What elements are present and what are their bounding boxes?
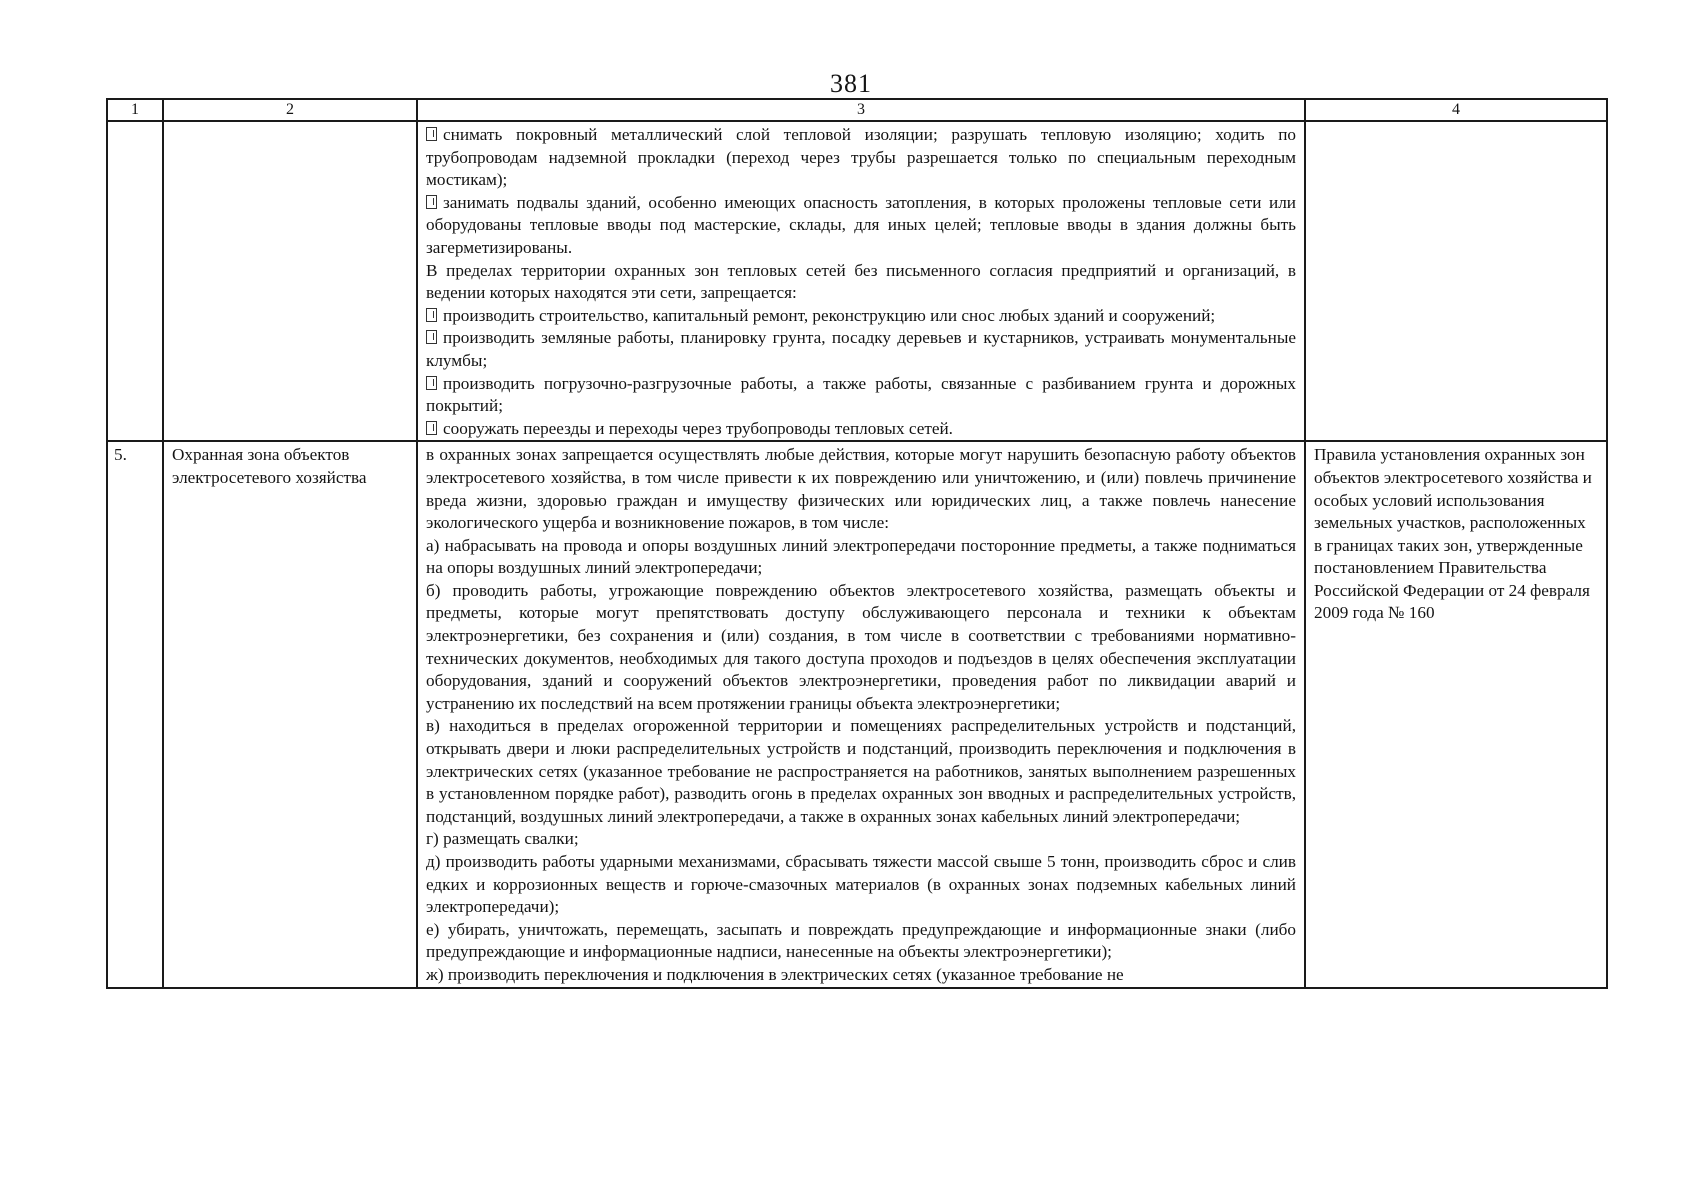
restriction-item-e: е) убирать, уничтожать, перемещать, засыпать и повреждать предупреждающие и информационные знаки (либо предупреждающие и информационные надписи, нанесенные на объекты электроэнергетики);	[426, 919, 1296, 962]
restriction-paragraph: в охранных зонах запрещается осуществлять любые действия, которые могут нарушить безопасную работу объектов электросетевого хозяйства, в том числе привести к их повреждению или уничтожению, и (или) повлечь причинение вреда жизни, здоровью граждан и имуществу физических или юридических лиц, а также повлечь нанесение экологического ущерба и возникновение пожаров, в том числе:	[426, 445, 1296, 533]
restrictions-cell-heat-networks	[417, 121, 1305, 441]
bullet-item	[426, 327, 1296, 372]
table-row-continued	[107, 121, 1607, 441]
bullet-item	[426, 373, 1296, 418]
restriction-item-v: в) находиться в пределах огороженной территории и помещениях распределительных устройств и подстанций, открывать двери и люки распределительных устройств и подстанций, производить переключения и подключения в электрических сетях (указанное требование не распространяется на работников, занятых выполнением разрешенных в установленном порядке работ), разводить огонь в пределах охранных зон вводных и распределительных устройств, подстанций, воздушных линий электропередачи, а также в охранных зонах кабельных линий электропередачи;	[426, 716, 1296, 826]
bullet-placeholder-icon	[426, 127, 437, 141]
column-header-3: 3	[417, 99, 1305, 121]
restriction-item-zh: ж) производить переключения и подключения в электрических сетях (указанное требование не	[426, 964, 1124, 984]
row-number-cell-empty	[107, 121, 163, 441]
table-row-5	[107, 441, 1607, 987]
bullet-placeholder-icon	[426, 376, 437, 390]
bullet-text: производить погрузочно-разгрузочные работы, а также работы, связанные с разбиванием грунта и дорожных покрытий;	[426, 373, 1296, 416]
intro-paragraph: В пределах территории охранных зон тепловых сетей без письменного согласия предприятий и организаций, в ведении которых находятся эти сети, запрещается:	[426, 260, 1296, 303]
bullet-placeholder-icon	[426, 195, 437, 209]
column-header-4: 4	[1305, 99, 1607, 121]
restriction-item-b: б) проводить работы, угрожающие повреждению объектов электросетевого хозяйства, размещать объекты и предметы, которые могут препятствовать доступу обслуживающего персонала и техники к объектам электроэнергетики, без сохранения и (или) создания, в том числе в соответствии с требованиями нормативно-технических документов, необходимых для такого доступа проходов и подъездов в целях обеспечения эксплуатации оборудования, зданий и сооружений объектов электроэнергетики, проведения работ по ликвидации аварий и устранению их последствий на всем протяжении границы объекта электроэнергетики;	[426, 580, 1296, 713]
bullet-item	[426, 192, 1296, 260]
page-number: 381	[830, 69, 872, 98]
restriction-item-d: д) производить работы ударными механизмами, сбрасывать тяжести массой свыше 5 тонн, производить сброс и слив едких и коррозионных веществ и горюче-смазочных материалов (в охранных зонах подземных кабельных линий электропередачи);	[426, 852, 1296, 917]
bullet-item	[426, 305, 1296, 328]
restrictions-cell-power-grid	[417, 441, 1305, 987]
bullet-item	[426, 418, 1296, 441]
row-number: 5.	[107, 441, 163, 987]
bullet-text: сооружать переезды и переходы через трубопроводы тепловых сетей.	[443, 418, 953, 438]
zone-name: Охранная зона объектов электросетевого хозяйства	[163, 441, 417, 987]
restriction-item-g: г) размещать свалки;	[426, 829, 579, 849]
bullet-text: производить земляные работы, планировку грунта, посадку деревьев и кустарников, устраивать монументальные клумбы;	[426, 328, 1296, 370]
bullet-placeholder-icon	[426, 308, 437, 322]
bullet-text: производить строительство, капитальный ремонт, реконструкцию или снос любых зданий и сооружений;	[443, 305, 1216, 325]
source-cell-empty	[1305, 121, 1607, 441]
bullet-text: снимать покровный металлический слой тепловой изоляции; разрушать тепловую изоляцию; ходить по трубопроводам надземной прокладки (переход через трубы разрешается только по специальным переходным мостикам);	[426, 125, 1296, 190]
bullet-item	[426, 124, 1296, 192]
restrictions-table	[106, 98, 1608, 989]
restriction-item-a: а) набрасывать на провода и опоры воздушных линий электропередачи посторонние предметы, а также подниматься на опоры воздушных линий электропередачи;	[426, 535, 1296, 578]
zone-name-cell-empty	[163, 121, 417, 441]
header-row	[107, 99, 1607, 121]
bullet-placeholder-icon	[426, 421, 437, 435]
legal-source: Правила установления охранных зон объектов электросетевого хозяйства и особых условий использования земельных участков, расположенных в границах таких зон, утвержденные постановлением Правительства Российской Федерации от 24 февраля 2009 года № 160	[1305, 441, 1607, 987]
column-header-1: 1	[107, 99, 163, 121]
column-header-2: 2	[163, 99, 417, 121]
bullet-text: занимать подвалы зданий, особенно имеющих опасность затопления, в которых проложены тепловые сети или оборудованы тепловые вводы под мастерские, склады, для иных целей; тепловые вводы в здания должны быть загерметизированы.	[426, 192, 1296, 257]
bullet-placeholder-icon	[426, 330, 437, 344]
